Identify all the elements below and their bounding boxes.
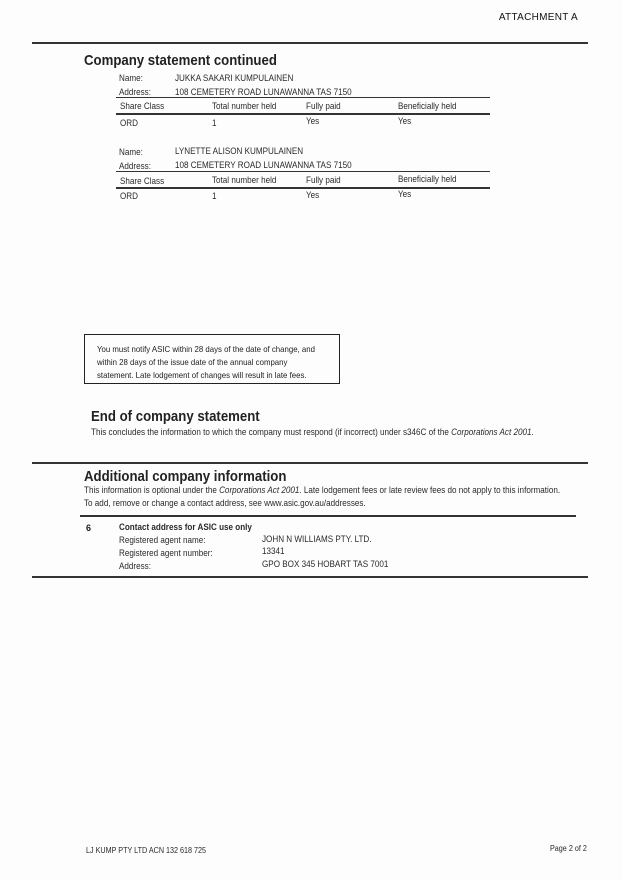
address-label: Address: [119, 161, 151, 171]
column-header: Share Class [120, 176, 165, 186]
notice-line: You must notify ASIC within 28 days of the date of change, and [97, 344, 315, 354]
contact-section-top-rule [80, 515, 576, 517]
end-statement-text [91, 427, 534, 437]
section-title-company-statement: Company statement continued [84, 52, 277, 69]
end-statement-text-prefix: This concludes the information to which the company must respond (if incorrect) under s346C of the [91, 427, 452, 437]
table-header-bottom-rule [116, 113, 490, 115]
name-label: Name: [119, 147, 143, 157]
column-header: Total number held [212, 101, 277, 111]
contact-section-bottom-rule [32, 576, 588, 578]
table-cell: Yes [306, 116, 320, 126]
field-label: Address: [119, 561, 151, 571]
additional-info-line-2: To add, remove or change a contact address, see www.asic.gov.au/addresses. [84, 498, 366, 508]
additional-info-line-1 [84, 485, 560, 495]
table-cell: ORD [120, 191, 138, 201]
column-header: Share Class [120, 101, 165, 111]
address-label: Address: [119, 87, 151, 97]
notice-line: statement. Late lodgement of changes will result in late fees. [97, 370, 307, 380]
footer-company: LJ KUMP PTY LTD ACN 132 618 725 [86, 846, 207, 855]
table-cell: Yes [306, 190, 320, 200]
holder-address: 108 CEMETERY ROAD LUNAWANNA TAS 7150 [175, 160, 352, 170]
column-header: Fully paid [306, 101, 341, 111]
field-label: Registered agent name: [119, 535, 206, 545]
notice-line: within 28 days of the issue date of the annual company [97, 357, 288, 367]
field-label: Registered agent number: [119, 548, 213, 558]
table-header-top-rule [116, 97, 490, 98]
table-cell: Yes [398, 116, 412, 126]
column-header: Fully paid [306, 175, 341, 185]
end-statement-act-name: Corporations Act 2001 [451, 427, 532, 437]
additional-line-1-suffix: . Late lodgement fees or late review fees do not apply to this information. [299, 485, 561, 495]
holder-address: 108 CEMETERY ROAD LUNAWANNA TAS 7150 [175, 87, 352, 97]
table-header-bottom-rule [116, 187, 490, 189]
late-fees-notice-box [84, 334, 340, 384]
footer-page-number: Page 2 of 2 [550, 844, 587, 853]
additional-line-1-prefix: This information is optional under the [84, 485, 220, 495]
table-cell: 1 [212, 118, 217, 128]
name-label: Name: [119, 73, 143, 83]
field-value: GPO BOX 345 HOBART TAS 7001 [262, 559, 389, 569]
column-header: Beneficially held [398, 101, 457, 111]
attachment-label: ATTACHMENT A [498, 12, 578, 23]
additional-info-divider [32, 462, 588, 464]
additional-act-name: Corporations Act 2001 [219, 485, 300, 495]
table-cell: 1 [212, 191, 217, 201]
column-header: Beneficially held [398, 174, 457, 184]
holder-name: LYNETTE ALISON KUMPULAINEN [175, 146, 304, 156]
contact-section-title: Contact address for ASIC use only [119, 522, 252, 532]
section-number: 6 [86, 523, 92, 533]
table-cell: ORD [120, 118, 138, 128]
end-statement-text-suffix: . [531, 427, 534, 437]
field-value: 13341 [262, 546, 285, 556]
top-divider [32, 42, 588, 44]
section-title-additional-info: Additional company information [84, 468, 287, 485]
column-header: Total number held [212, 175, 277, 185]
field-value: JOHN N WILLIAMS PTY. LTD. [262, 534, 372, 544]
holder-name: JUKKA SAKARI KUMPULAINEN [175, 73, 294, 83]
table-header-top-rule [116, 171, 490, 172]
section-title-end-of-statement: End of company statement [91, 408, 260, 425]
table-cell: Yes [398, 189, 412, 199]
